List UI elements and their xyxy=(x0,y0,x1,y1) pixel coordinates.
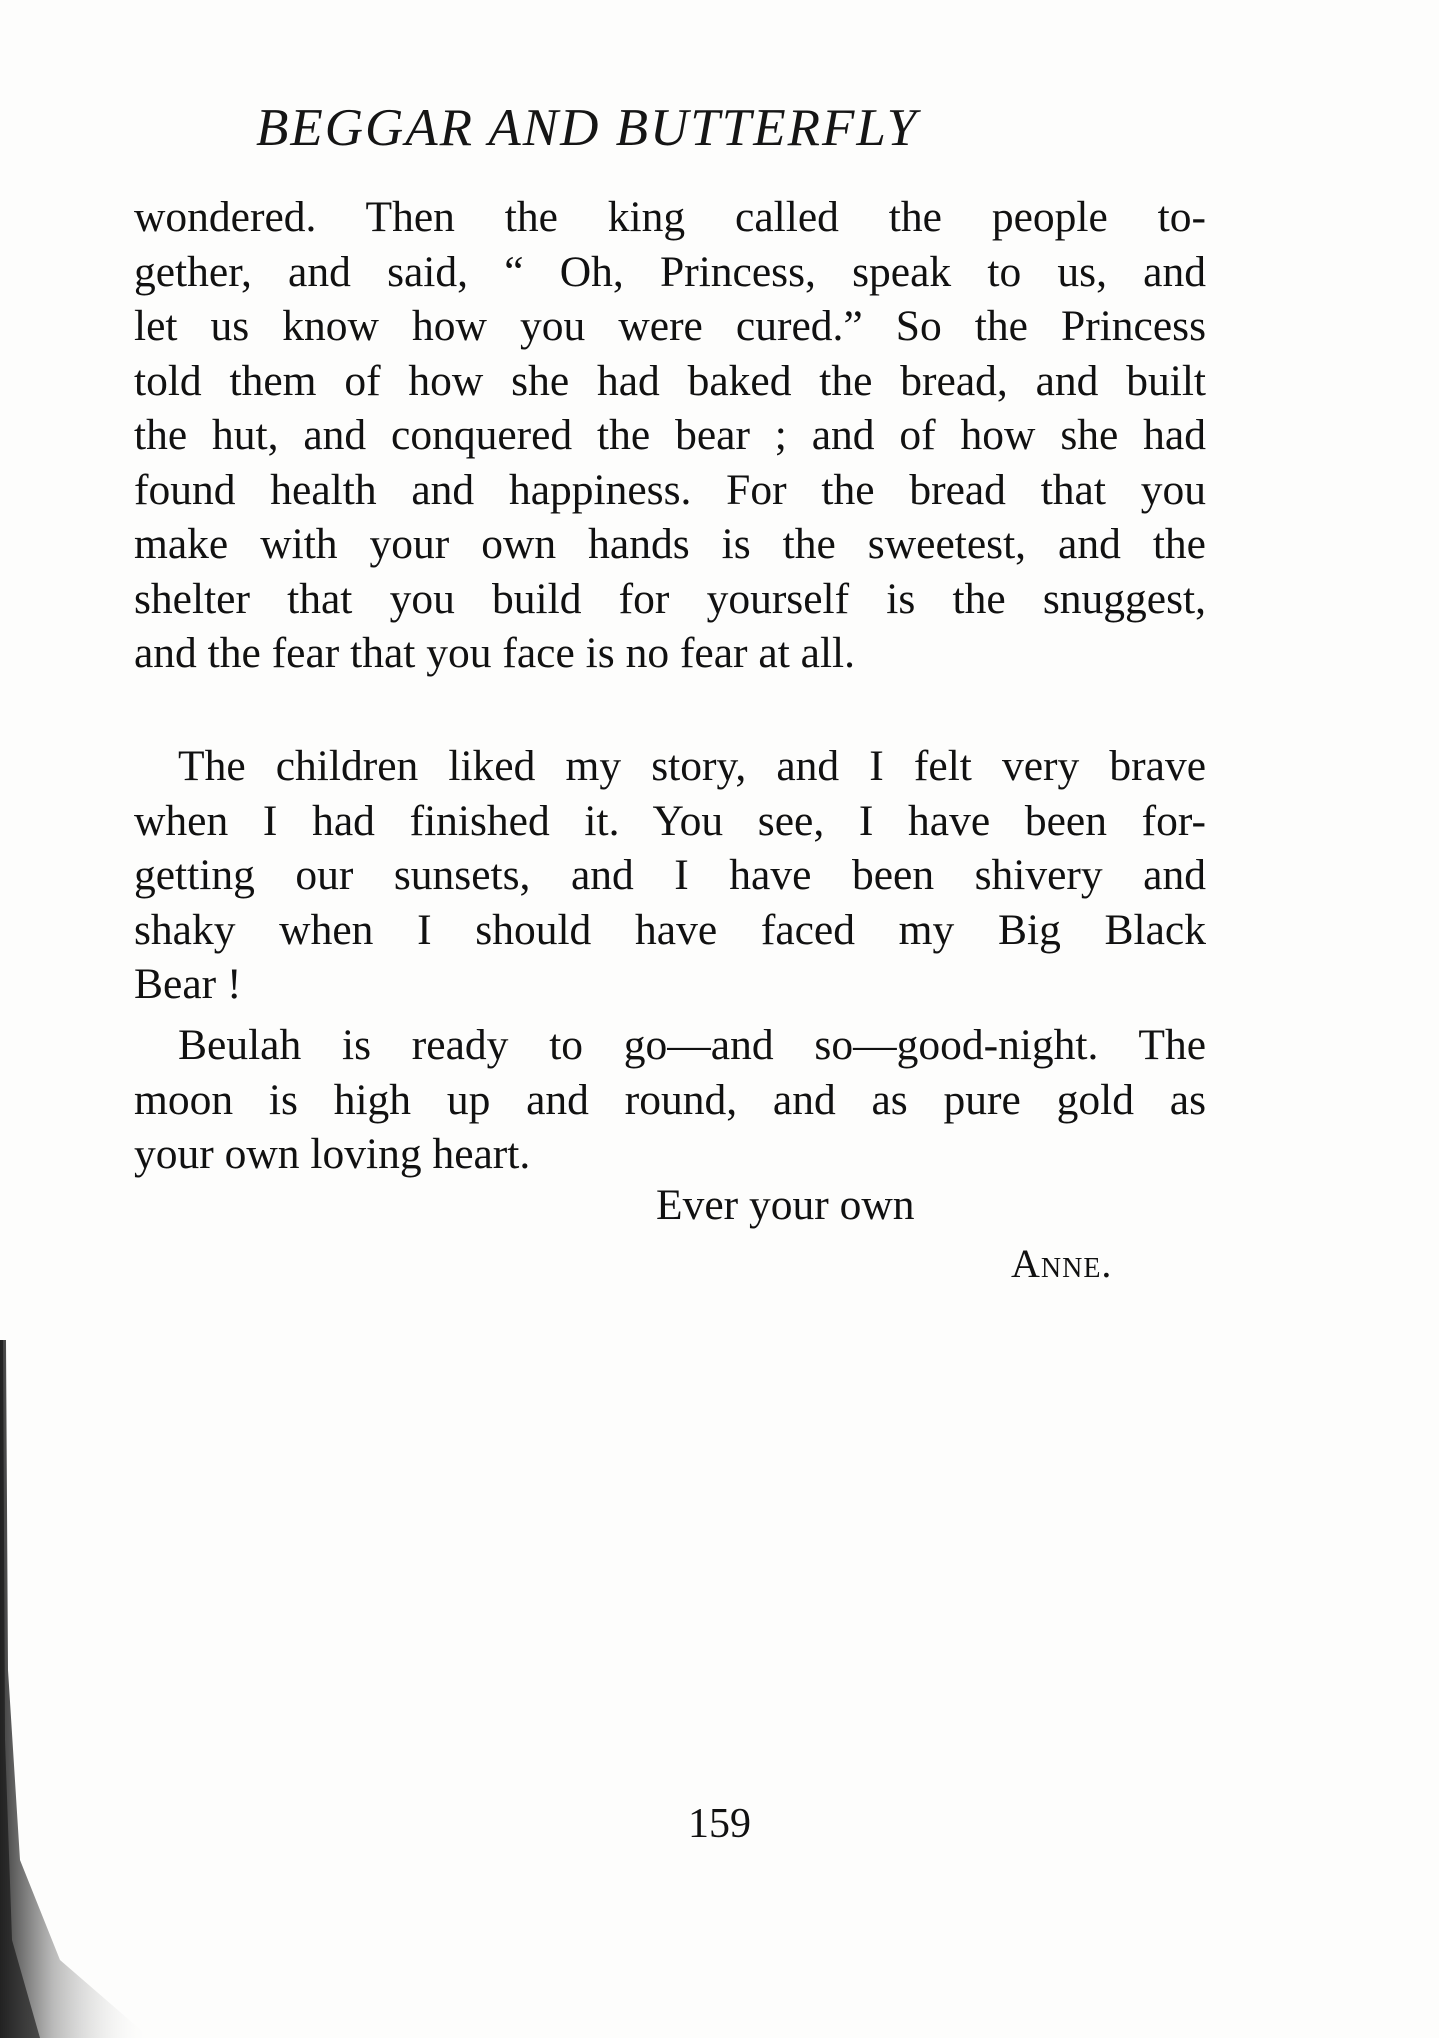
text-line: Bear ! xyxy=(134,960,242,1008)
text-line: wondered. Then the king called the people to- xyxy=(134,193,1206,241)
text-line: let us know how you were cured.” So the Princess xyxy=(134,302,1206,350)
text-line: make with your own hands is the sweetest, and the xyxy=(134,520,1206,568)
paragraph-3 xyxy=(134,1018,1206,1182)
text-line: told them of how she had baked the bread, and built xyxy=(134,356,1206,405)
text-line: gether, and said, “ Oh, Princess, speak to us, and xyxy=(134,247,1206,296)
letter-signer: Anne. xyxy=(1011,1241,1113,1286)
text-line: getting our sunsets, and I have been shivery and xyxy=(134,851,1206,899)
running-head: BEGGAR AND BUTTERFLY xyxy=(256,99,919,157)
text-line: moon is high up and round, and as pure gold as xyxy=(134,1075,1206,1124)
text-line: your own loving heart. xyxy=(134,1130,531,1178)
paragraph-1 xyxy=(134,190,1206,681)
text-line: Beulah is ready to go—and so—good-night. The xyxy=(178,1021,1206,1069)
text-line: shelter that you build for yourself is the snuggest, xyxy=(134,574,1206,623)
text-line: and the fear that you face is no fear at all. xyxy=(134,629,856,677)
text-line: The children liked my story, and I felt very brave xyxy=(178,742,1206,790)
page-number: 159 xyxy=(688,1801,751,1847)
paragraph-2 xyxy=(134,739,1206,1012)
text-line: the hut, and conquered the bear ; and of how she had xyxy=(134,411,1206,459)
text-line: when I had finished it. You see, I have been for- xyxy=(134,796,1206,845)
letter-closing: Ever your own xyxy=(656,1181,915,1229)
text-line: shaky when I should have faced my Big Black xyxy=(134,905,1206,954)
scan-edge-shadow xyxy=(0,1340,150,2038)
text-line: found health and happiness. For the bread that you xyxy=(134,465,1206,514)
